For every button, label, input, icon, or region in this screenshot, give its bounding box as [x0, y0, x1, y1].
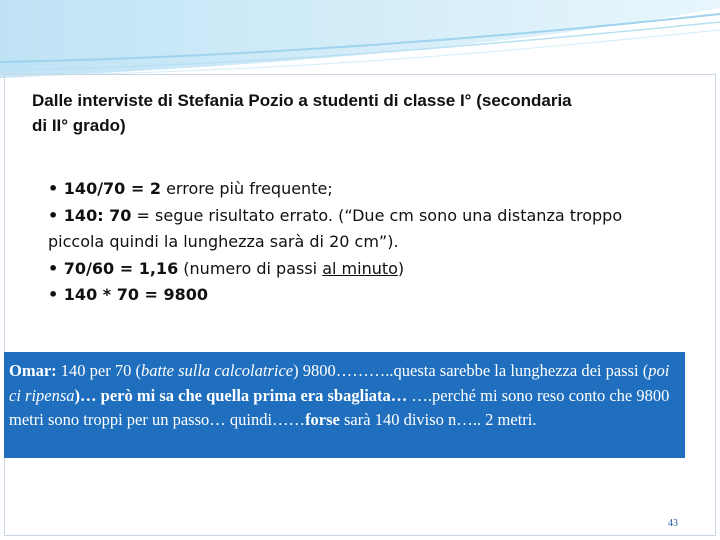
quote-emphasis: forse [305, 410, 340, 429]
bullet-1-text: errore più frequente; [160, 179, 333, 198]
bullet-4-expression: • 140 * 70 = 9800 [48, 285, 209, 304]
title-line-1: Dalle interviste di Stefania Pozio a studenti di classe I° (secondaria [32, 91, 572, 110]
bullet-3-text: (numero di passi [178, 258, 323, 278]
bullet-item [48, 282, 658, 309]
quote-part-5: sarà 140 diviso n….. 2 metri. [339, 410, 537, 429]
bullet-3-close: ) [397, 258, 405, 278]
quote-part-2: ) 9800………..questa sarebbe la lunghezza dei passi ( [293, 361, 649, 380]
page-number: 43 [668, 518, 678, 529]
bullet-2-expression: • 140: 70 [48, 205, 132, 225]
bullet-3-expression: • 70/60 = 1,16 [48, 258, 179, 278]
quote-speaker: Omar: [9, 361, 57, 380]
bullet-item [48, 256, 658, 283]
bullet-2-text: = segue risultato errato. (“Due cm sono una distanza troppo piccola quindi la lunghezza sarà di 20 cm”). [48, 205, 623, 251]
bullet-1-expression: • 140/70 = 2 [48, 179, 161, 198]
quote-part-1: 140 per 70 ( [56, 361, 141, 380]
slide-title [32, 88, 692, 138]
quote-action-1: batte sulla calcolatrice [140, 361, 294, 380]
title-line-2: di II° grado) [32, 116, 126, 135]
quote-part-3: )… però mi sa che quella prima era sbagliata… [74, 385, 408, 405]
bullet-list [48, 176, 658, 309]
quote-part-4: ….perché mi sono reso conto che 9800 metri sono troppi per un passo… quindi…… [9, 385, 670, 429]
interview-quote-box [4, 352, 685, 458]
bullet-item [48, 203, 658, 256]
quote-action-2: poi ci ripensa [9, 361, 670, 405]
bullet-3-underlined: al minuto [322, 258, 398, 278]
bullet-item [48, 176, 658, 203]
